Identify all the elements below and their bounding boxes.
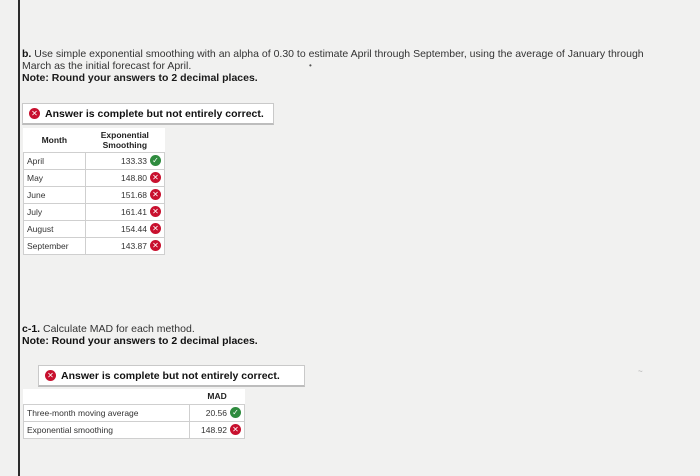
check-icon: ✓: [230, 407, 241, 418]
answer-status-banner-c1: [38, 365, 305, 387]
value-input[interactable]: 148.92: [201, 424, 227, 435]
x-circle-icon: ✕: [150, 172, 161, 183]
col-header-method-blank: [24, 389, 190, 404]
value-cell[interactable]: [190, 421, 245, 438]
value-cell[interactable]: [85, 203, 164, 220]
value-cell[interactable]: [85, 220, 164, 237]
stray-dot: •: [309, 61, 312, 70]
x-circle-icon: ✕: [150, 206, 161, 217]
question-b: [22, 48, 682, 84]
value-input[interactable]: 154.44: [121, 223, 147, 234]
row-label: September: [24, 237, 86, 254]
x-circle-icon: ✕: [45, 370, 56, 381]
banner-c1-text: Answer is complete but not entirely correct.: [61, 369, 280, 382]
x-circle-icon: ✕: [230, 424, 241, 435]
value-cell[interactable]: [85, 186, 164, 203]
row-label: June: [24, 186, 86, 203]
x-circle-icon: ✕: [150, 240, 161, 251]
col-header-exponential-smoothing: [85, 128, 164, 152]
question-c1-label: c-1.: [22, 323, 41, 335]
question-b-text-line2: March as the initial forecast for April.: [22, 60, 192, 72]
value-cell[interactable]: [85, 152, 164, 169]
row-label: Three-month moving average: [24, 404, 190, 421]
month-row: [24, 203, 165, 220]
x-circle-icon: ✕: [150, 189, 161, 200]
value-cell[interactable]: [85, 237, 164, 254]
mad-table: [23, 389, 245, 439]
question-c1: [22, 323, 258, 347]
col-header-mad: MAD: [207, 391, 227, 402]
row-label: July: [24, 203, 86, 220]
exponential-smoothing-table: [23, 128, 165, 255]
row-label: April: [24, 152, 86, 169]
row-label: Exponential smoothing: [24, 421, 190, 438]
row-label: August: [24, 220, 86, 237]
faint-mark: ~: [638, 367, 643, 376]
value-input[interactable]: 143.87: [121, 240, 147, 251]
month-row: [24, 220, 165, 237]
question-c1-text: Calculate MAD for each method.: [40, 323, 195, 335]
x-circle-icon: ✕: [150, 223, 161, 234]
question-b-note: Note: Round your answers to 2 decimal places.: [22, 72, 258, 84]
question-b-label: b.: [22, 48, 32, 60]
month-row: [24, 169, 165, 186]
edge-line: [18, 0, 20, 476]
value-input[interactable]: 20.56: [205, 407, 227, 418]
value-cell[interactable]: [85, 169, 164, 186]
answer-status-banner-b: [22, 103, 274, 125]
x-circle-icon: ✕: [29, 108, 40, 119]
question-b-text-line1: Use simple exponential smoothing with an alpha of 0.30 to estimate April through September, using the average of January through: [31, 48, 644, 60]
value-cell[interactable]: [190, 404, 245, 421]
method-row: [24, 421, 245, 438]
row-label: May: [24, 169, 86, 186]
value-input[interactable]: 151.68: [121, 189, 147, 200]
month-row: [24, 152, 165, 169]
col-header-es-line2: Smoothing: [102, 139, 148, 150]
month-row: [24, 237, 165, 254]
check-icon: ✓: [150, 155, 161, 166]
month-row: [24, 186, 165, 203]
value-input[interactable]: 161.41: [121, 206, 147, 217]
value-input[interactable]: 133.33: [121, 155, 147, 166]
question-c1-note: Note: Round your answers to 2 decimal places.: [22, 335, 258, 347]
method-row: [24, 404, 245, 421]
col-header-es-line1: Exponential: [100, 129, 149, 140]
value-input[interactable]: 148.80: [121, 172, 147, 183]
col-header-month: Month: [41, 134, 68, 145]
banner-b-text: Answer is complete but not entirely correct.: [45, 107, 264, 120]
